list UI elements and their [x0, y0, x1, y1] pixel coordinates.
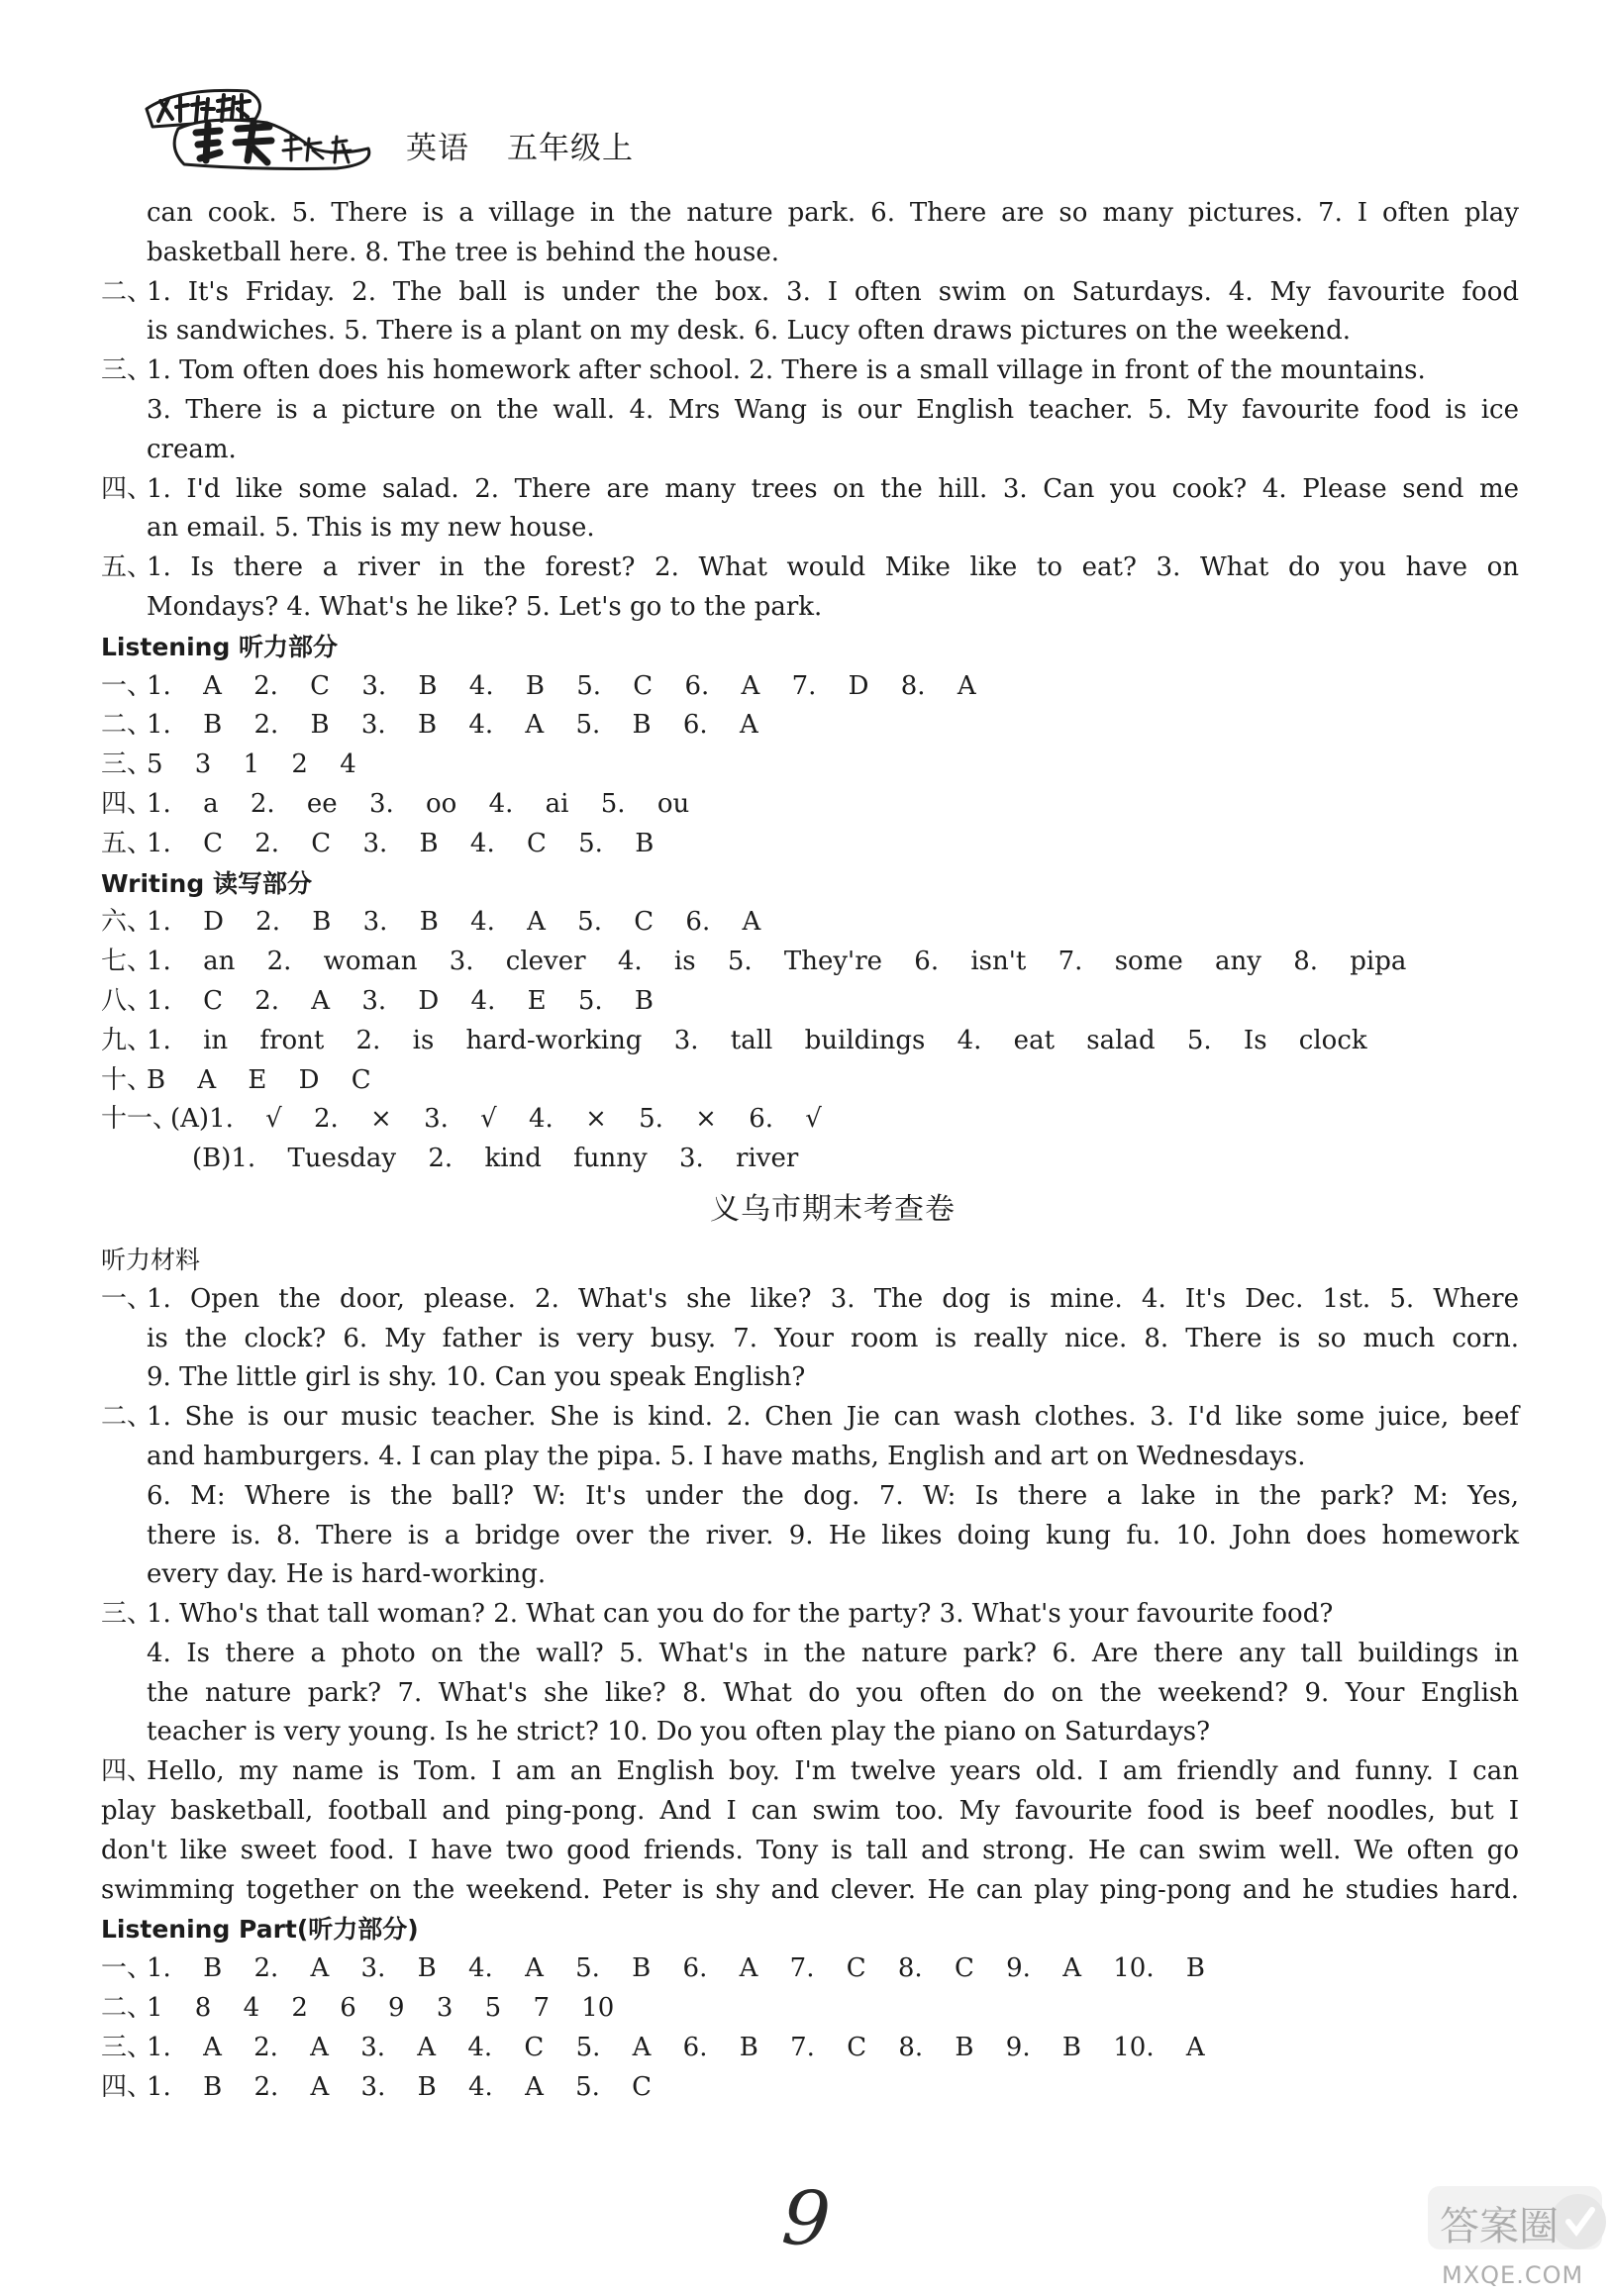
content-line — [147, 1438, 1519, 1477]
content-line — [101, 1061, 1519, 1101]
content-line — [101, 1398, 1519, 1438]
sentence-line: and hamburgers. 4. I can play the pipa. 5. I have maths, English and art on Wednesdays. — [147, 1441, 1306, 1471]
content-line — [101, 1792, 1519, 1832]
answer-line: 1. a 2. ee 3. oo 4. ai 5. ou — [147, 788, 690, 819]
content-line — [101, 667, 1519, 707]
content-line — [101, 864, 1519, 904]
sentence-line: 1. Open the door, please. 2. What's she like? 3. The dog is mine. 4. It's Dec. 1st. 5. Where — [147, 1283, 1519, 1314]
content-line — [101, 628, 1519, 667]
part-heading: Writing 读写部分 — [101, 868, 312, 898]
handwritten-page-number: 9 — [778, 2172, 834, 2264]
content-line — [147, 1555, 1519, 1595]
content-line — [101, 1595, 1519, 1635]
content-line — [101, 1949, 1519, 1989]
content-line — [101, 549, 1519, 588]
sentence-line: there is. 8. There is a bridge over the river. 9. He likes doing kung fu. 10. John does homework — [147, 1520, 1519, 1550]
sentence-line: can cook. 5. There is a village in the nature park. 6. There are so many pictures. 7. I often play — [147, 198, 1519, 228]
answer-line: (A)1. √ 2. × 3. √ 4. × 5. × 6. √ — [170, 1104, 822, 1135]
part-heading: 听力材料 — [101, 1245, 201, 1274]
header-subject: 英语 — [406, 131, 469, 166]
sentence-line: play basketball, football and ping-pong. And I can swim too. My favourite food is beef noodles, but I — [101, 1796, 1519, 1827]
answer-line: 1. an 2. woman 3. clever 4. is 5. They're 6. isn't 7. some any 8. pipa — [147, 947, 1407, 977]
answer-line: 1. D 2. B 3. B 4. A 5. C 6. A — [147, 907, 761, 938]
section-number: 四、 — [101, 1756, 153, 1787]
series-logo — [139, 79, 386, 170]
section-number: 二、 — [101, 1993, 153, 2024]
content-line — [101, 273, 1519, 313]
header-grade: 五年级上 — [507, 131, 634, 166]
content-line — [101, 706, 1519, 746]
sentence-line: 1. I'd like some salad. 2. There are many trees on the hill. 3. Can you cook? 4. Please send me — [147, 473, 1519, 504]
content-line — [101, 2068, 1519, 2108]
section-number: 十、 — [101, 1064, 153, 1095]
content-line — [101, 1832, 1519, 1871]
watermark-cn-text: 答案圈 — [1440, 2204, 1559, 2249]
content-line — [101, 470, 1519, 510]
content-line — [147, 1140, 1519, 1179]
content-line — [147, 588, 1519, 628]
section-number: 七、 — [101, 947, 153, 977]
content-line — [101, 1100, 1519, 1140]
sentence-line: don't like sweet food. I have two good friends. Tony is tall and strong. He can swim well. We often go — [101, 1835, 1519, 1865]
section-number: 四、 — [101, 788, 153, 819]
content-line — [101, 982, 1519, 1022]
site-watermark — [1420, 2176, 1612, 2296]
content-line — [101, 2029, 1519, 2068]
content-line — [101, 746, 1519, 785]
sentence-line: 6. M: Where is the ball? W: It's under the dog. 7. W: Is there a lake in the park? M: Yes, — [147, 1480, 1519, 1511]
sentence-line: every day. He is hard-working. — [147, 1559, 547, 1590]
answer-content — [101, 194, 1519, 2107]
answer-line: 1. B 2. A 3. B 4. A 5. C — [147, 2071, 653, 2102]
section-number: 一、 — [101, 670, 153, 701]
sentence-line: 1. She is our music teacher. She is kind. 2. Chen Jie can wash clothes. 3. I'd like some juice, beef — [147, 1402, 1519, 1433]
sentence-line: an email. 5. This is my new house. — [147, 513, 595, 544]
section-number: 二、 — [101, 276, 153, 307]
content-line — [147, 1358, 1519, 1398]
sentence-line: teacher is very young. Is he strict? 10. Do you often play the piano on Saturdays? — [147, 1717, 1211, 1747]
sentence-line: 4. Is there a photo on the wall? 5. What's in the nature park? 6. Are there any tall buildings in — [147, 1638, 1519, 1668]
answer-line: 1. A 2. C 3. B 4. B 5. C 6. A 7. D 8. A — [147, 670, 976, 701]
content-line — [147, 1674, 1519, 1714]
section-number: 十一、 — [101, 1104, 179, 1135]
answer-line: (B)1. Tuesday 2. kind funny 3. river — [192, 1144, 799, 1174]
content-line — [147, 1713, 1519, 1752]
content-line — [101, 351, 1519, 391]
sentence-line: 1. It's Friday. 2. The ball is under the box. 3. I often swim on Saturdays. 4. My favourite food — [147, 276, 1519, 307]
section-title: 义乌市期末考查卷 — [710, 1191, 956, 1227]
answer-line: 5 3 1 2 4 — [147, 749, 356, 780]
section-number: 三、 — [101, 355, 153, 386]
part-heading: Listening Part(听力部分) — [101, 1915, 419, 1945]
content-line — [147, 1477, 1519, 1517]
section-number: 九、 — [101, 1025, 153, 1055]
sentence-line: basketball here. 8. The tree is behind the house. — [147, 237, 779, 267]
sentence-line: Mondays? 4. What's he like? 5. Let's go to the park. — [147, 591, 823, 622]
sentence-line: swimming together on the weekend. Peter is shy and clever. He can play ping-pong and he studies hard. — [101, 1874, 1519, 1905]
sentence-line: 1. Who's that tall woman? 2. What can you do for the party? 3. What's your favourite food? — [147, 1599, 1334, 1630]
sentence-line: 9. The little girl is shy. 10. Can you speak English? — [147, 1362, 806, 1393]
series-logo-graphic — [139, 79, 386, 170]
content-line — [101, 825, 1519, 864]
section-number: 三、 — [101, 2032, 153, 2062]
content-line — [147, 1517, 1519, 1556]
content-line — [101, 1022, 1519, 1061]
section-number: 三、 — [101, 1599, 153, 1630]
section-number: 四、 — [101, 2071, 153, 2102]
section-number: 六、 — [101, 907, 153, 938]
section-number: 二、 — [101, 1402, 153, 1433]
content-line — [101, 903, 1519, 943]
sentence-line: is sandwiches. 5. There is a plant on my desk. 6. Lucy often draws pictures on the weekend. — [147, 316, 1352, 347]
sentence-line: 3. There is a picture on the wall. 4. Mrs Wang is our English teacher. 5. My favourite food is ice — [147, 394, 1519, 425]
content-line — [147, 194, 1519, 234]
section-number: 四、 — [101, 473, 153, 504]
answer-line: 1. in front 2. is hard-working 3. tall buildings 4. eat salad 5. Is clock — [147, 1025, 1367, 1055]
content-line — [147, 1320, 1519, 1359]
answer-line: 1. A 2. A 3. A 4. C 5. A 6. B 7. C 8. B 9. B 10. A — [147, 2032, 1205, 2062]
content-line — [147, 431, 1519, 470]
content-line — [101, 785, 1519, 825]
section-number: 五、 — [101, 828, 153, 858]
sentence-line: 1. Tom often does his homework after school. 2. There is a small village in front of the mountains. — [147, 355, 1426, 386]
answer-line: 1. B 2. A 3. B 4. A 5. B 6. A 7. C 8. C 9. A 10. B — [147, 1953, 1205, 1984]
content-line — [101, 1910, 1519, 1949]
content-line — [101, 1241, 1519, 1280]
content-line — [147, 391, 1519, 431]
watermark-url-text: MXQE.COM — [1442, 2261, 1584, 2289]
sentence-line: Hello, my name is Tom. I am an English boy. I'm twelve years old. I am friendly and funny. I can — [147, 1756, 1519, 1787]
watermark-logo — [1420, 2176, 1612, 2296]
section-number: 五、 — [101, 552, 153, 583]
answer-line: B A E D C — [147, 1064, 371, 1095]
page-header — [139, 79, 832, 168]
section-number: 二、 — [101, 710, 153, 741]
content-line — [147, 509, 1519, 549]
content-line — [101, 1752, 1519, 1792]
sentence-line: 1. Is there a river in the forest? 2. What would Mike like to eat? 3. What do you have on — [147, 552, 1519, 583]
section-number: 八、 — [101, 985, 153, 1016]
part-heading: Listening 听力部分 — [101, 632, 339, 661]
content-line — [147, 312, 1519, 351]
sentence-line: the nature park? 7. What's she like? 8. What do you often do on the weekend? 9. Your English — [147, 1677, 1519, 1708]
answer-line: 1 8 4 2 6 9 3 5 7 10 — [147, 1993, 615, 2024]
sentence-line: cream. — [147, 434, 237, 464]
content-line — [147, 234, 1519, 273]
content-line — [101, 1989, 1519, 2029]
sentence-line: is the clock? 6. My father is very busy. 7. Your room is really nice. 8. There is so much corn. — [147, 1323, 1519, 1353]
section-number: 一、 — [101, 1283, 153, 1314]
content-line — [101, 1280, 1519, 1320]
section-number: 一、 — [101, 1953, 153, 1984]
answer-line: 1. B 2. B 3. B 4. A 5. B 6. A — [147, 710, 758, 741]
content-line — [101, 1871, 1519, 1911]
answer-line: 1. C 2. C 3. B 4. C 5. B — [147, 828, 655, 858]
content-line — [101, 943, 1519, 982]
answer-line: 1. C 2. A 3. D 4. E 5. B — [147, 985, 655, 1016]
section-number: 三、 — [101, 749, 153, 780]
content-line — [147, 1635, 1519, 1674]
